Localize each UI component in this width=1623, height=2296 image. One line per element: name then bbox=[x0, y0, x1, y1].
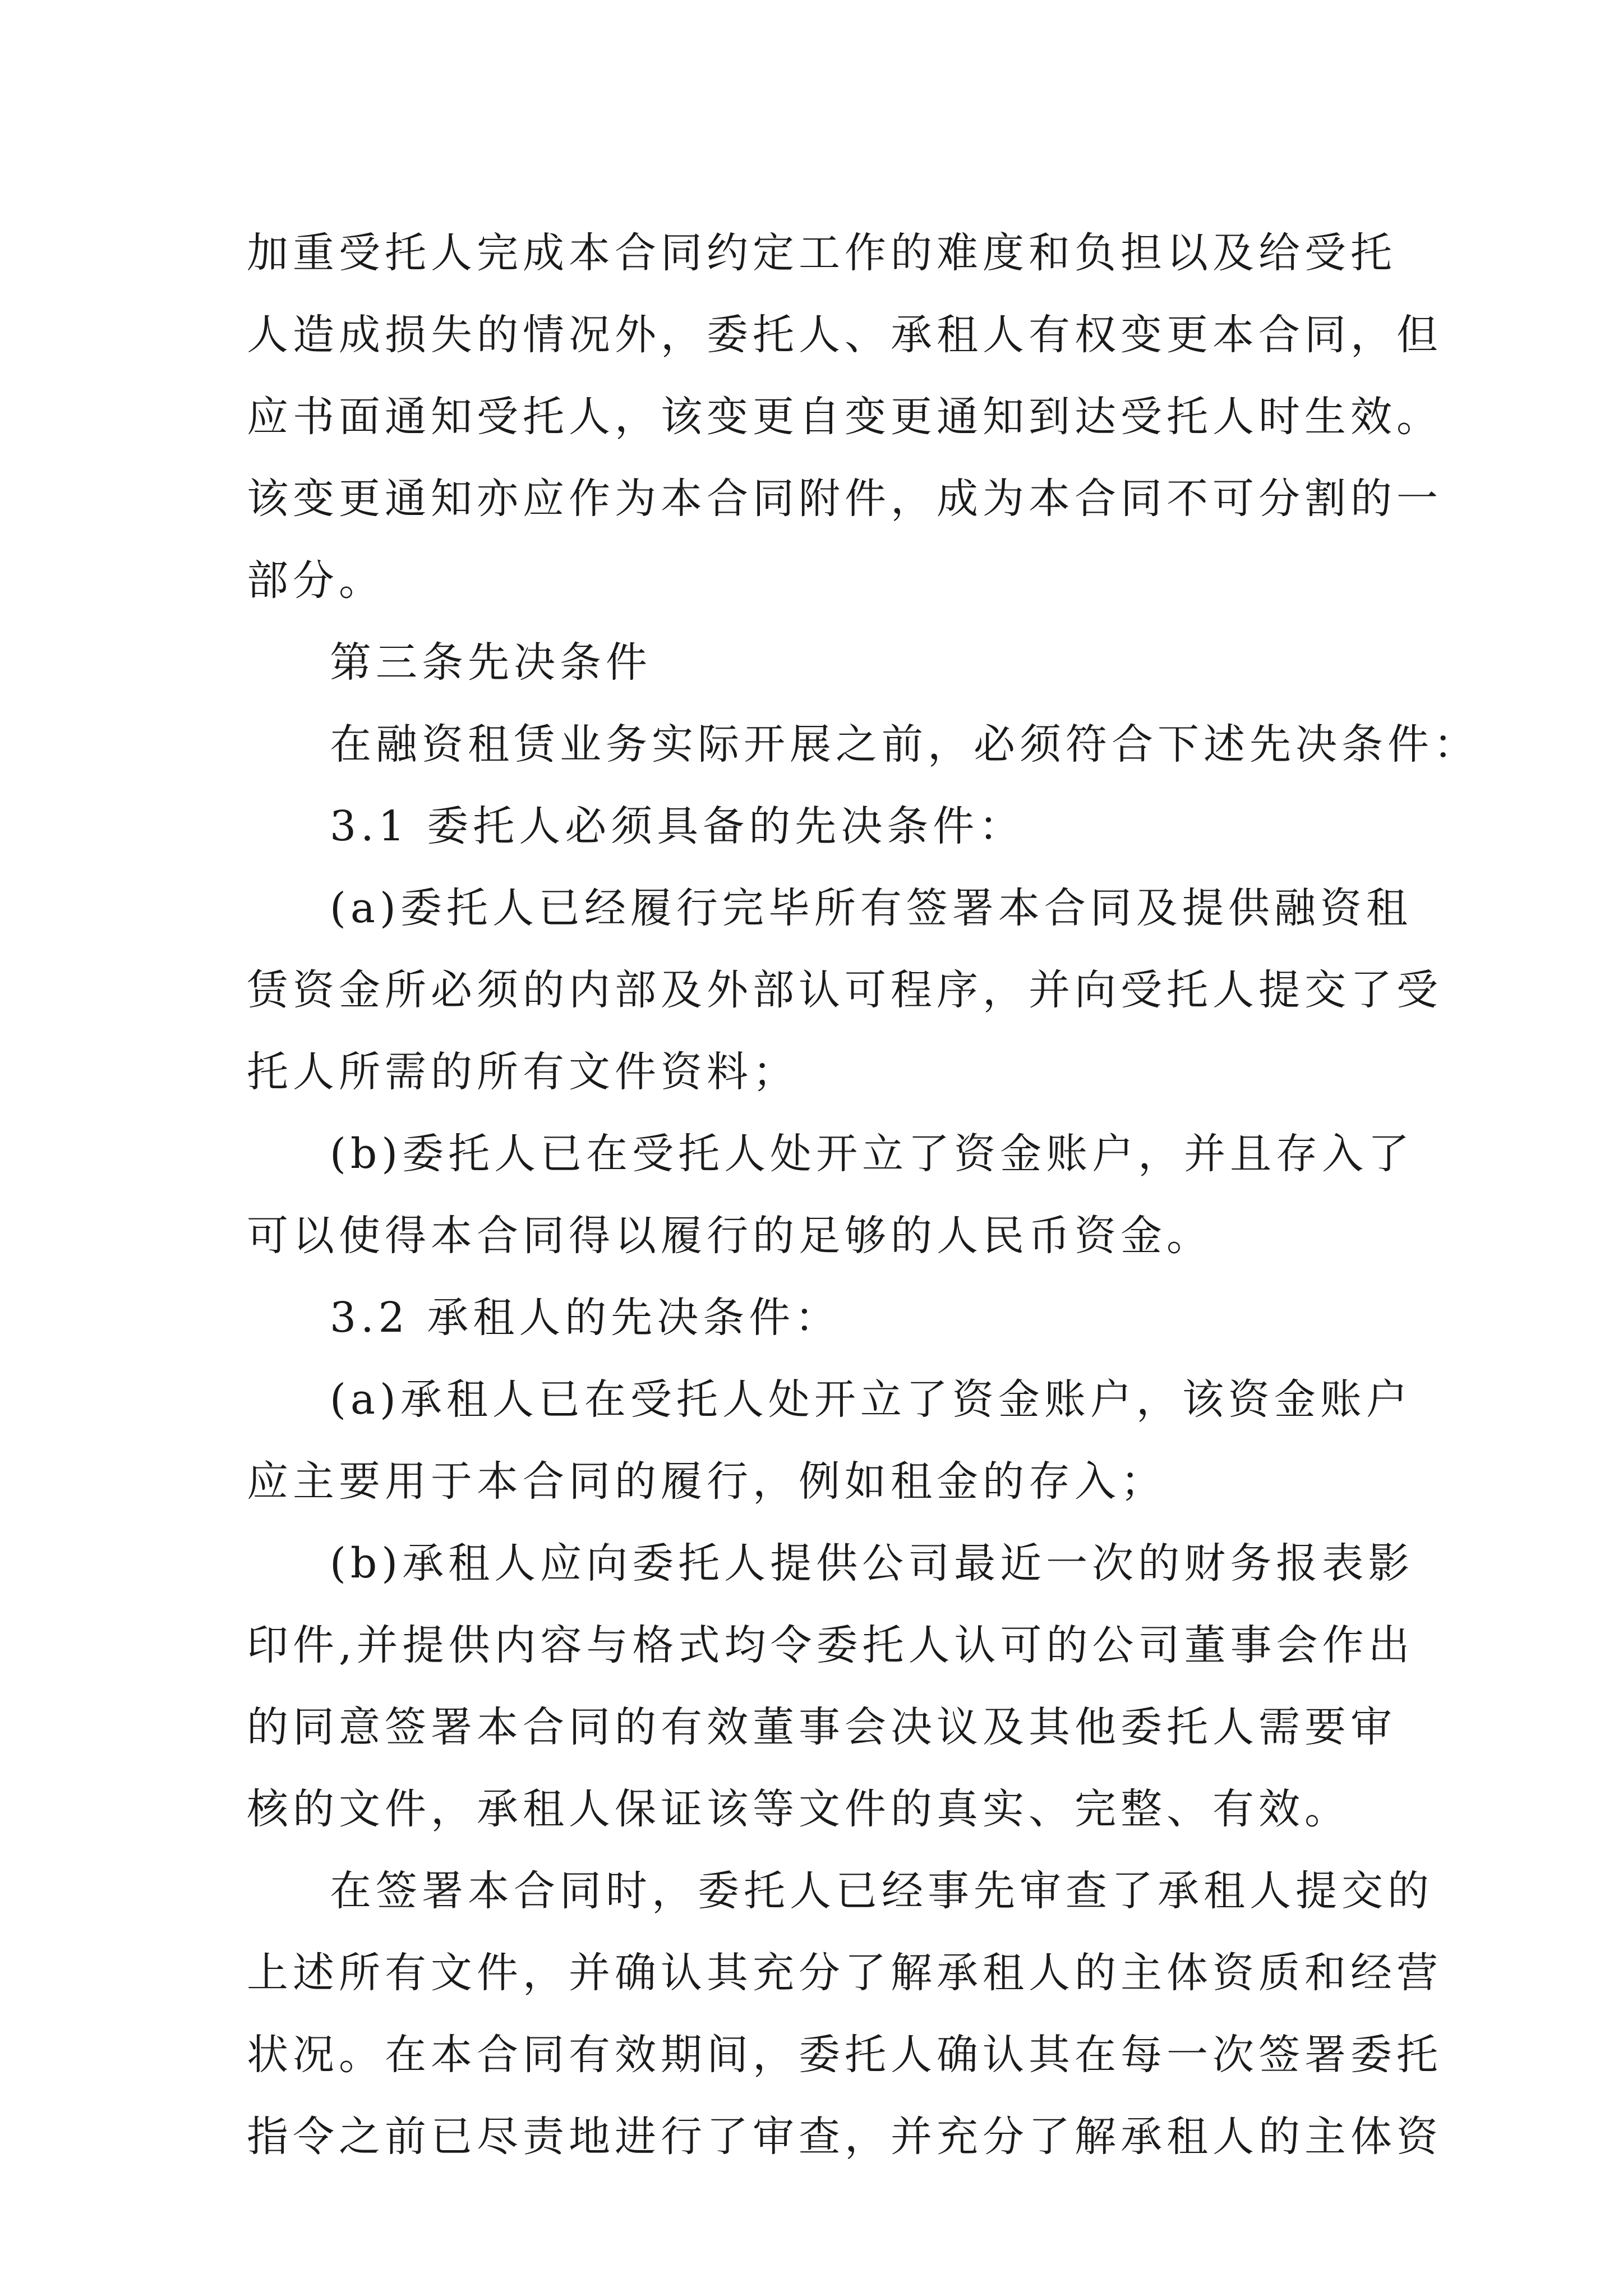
text-line: 应主要用于本合同的履行，例如租金的存入； bbox=[247, 1457, 1166, 1506]
text-line: 状况。在本合同有效期间，委托人确认其在每一次签署委托 bbox=[247, 2031, 1442, 2079]
text-line: 托人所需的所有文件资料； bbox=[247, 1048, 799, 1096]
text-line: 指令之前已尽责地进行了审查，并充分了解承租人的主体资 bbox=[247, 2113, 1442, 2161]
text-line: 3.2 承租人的先决条件： bbox=[330, 1294, 841, 1342]
text-line: 上述所有文件，并确认其充分了解承租人的主体资质和经营 bbox=[247, 1949, 1442, 1997]
text-line: (b)承租人应向委托人提供公司最近一次的财务报表影 bbox=[330, 1539, 1414, 1588]
text-line: 可以使得本合同得以履行的足够的人民币资金。 bbox=[247, 1212, 1212, 1260]
text-line: 应书面通知受托人，该变更自变更通知到达受托人时生效。 bbox=[247, 393, 1442, 441]
contract-text-body bbox=[247, 212, 1479, 2178]
text-line: 第三条先决条件 bbox=[330, 638, 652, 687]
text-line: (a)承租人已在受托人处开立了资金账户，该资金账户 bbox=[330, 1375, 1412, 1424]
text-line: 赁资金所必须的内部及外部认可程序，并向受托人提交了受 bbox=[247, 966, 1442, 1014]
text-line: 该变更通知亦应作为本合同附件，成为本合同不可分割的一 bbox=[247, 475, 1442, 523]
text-line: 在签署本合同时，委托人已经事先审查了承租人提交的 bbox=[330, 1867, 1433, 1915]
text-line: 部分。 bbox=[247, 556, 385, 605]
text-line: 人造成损失的情况外，委托人、承租人有权变更本合同，但 bbox=[247, 311, 1442, 359]
text-line: 印件,并提供内容与格式均令委托人认可的公司董事会作出 bbox=[247, 1621, 1414, 1669]
text-line: 核的文件，承租人保证该等文件的真实、完整、有效。 bbox=[247, 1785, 1350, 1833]
text-line: 在融资租赁业务实际开展之前，必须符合下述先决条件： bbox=[330, 720, 1479, 769]
text-line: 的同意签署本合同的有效董事会决议及其他委托人需要审 bbox=[247, 1703, 1396, 1751]
text-line: 加重受托人完成本合同约定工作的难度和负担以及给受托 bbox=[247, 229, 1396, 277]
text-line: (b)委托人已在受托人处开立了资金账户，并且存入了 bbox=[330, 1130, 1414, 1178]
text-line: (a)委托人已经履行完毕所有签署本合同及提供融资租 bbox=[330, 884, 1412, 932]
text-line: 3.1 委托人必须具备的先决条件： bbox=[330, 802, 1025, 850]
